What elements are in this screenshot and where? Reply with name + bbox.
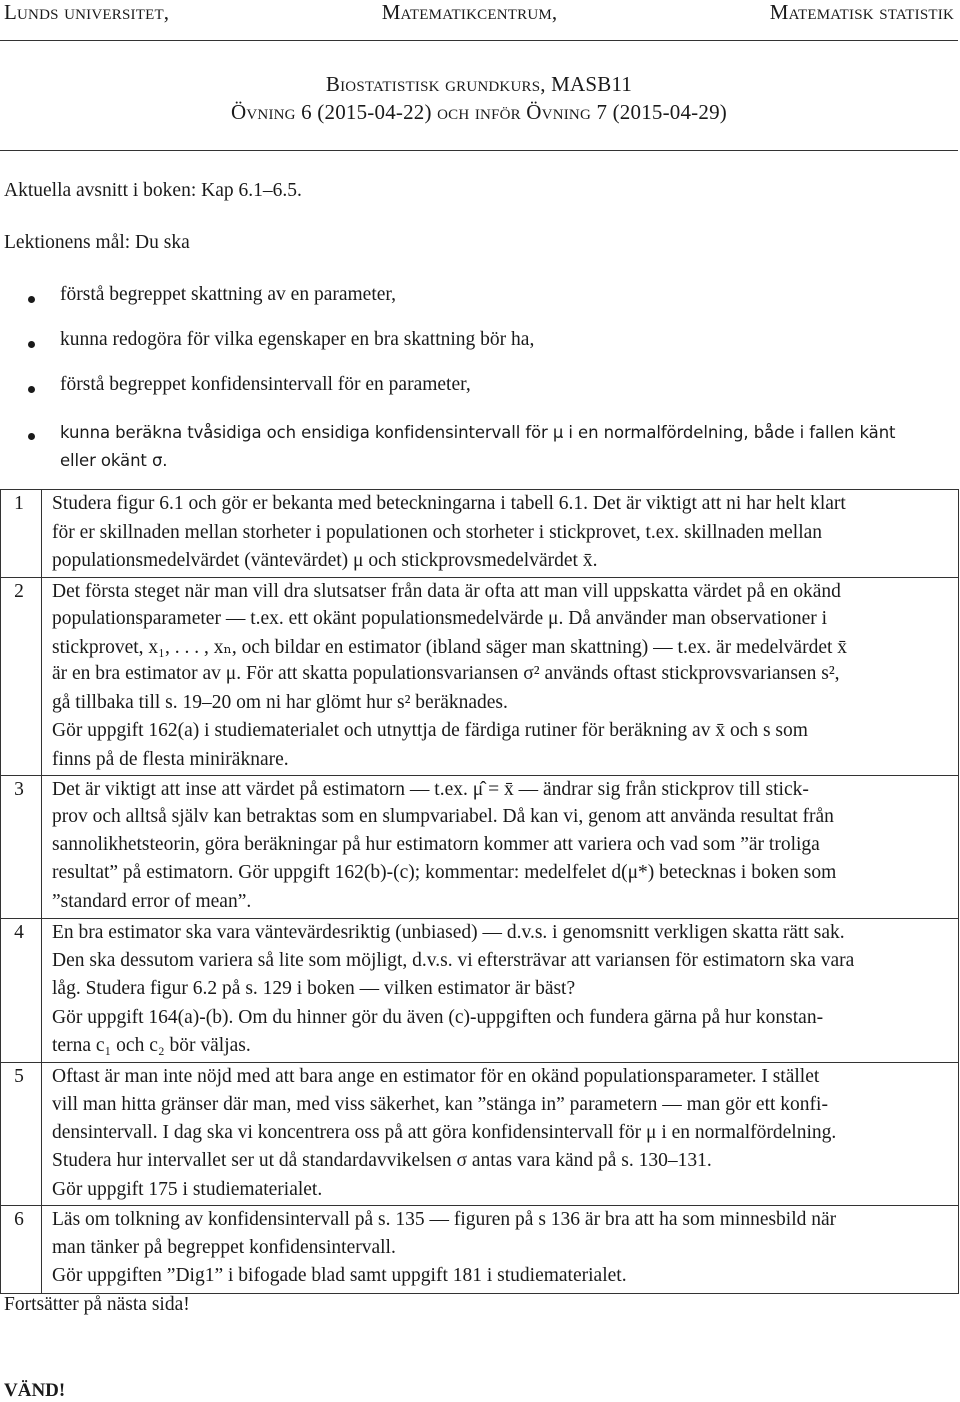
header-rule [0,40,958,41]
task-number: 4 [14,922,24,943]
division-name: Matematisk statistik [769,0,954,24]
task-line: Gör uppgift 175 i studiematerialet. [52,1179,323,1200]
task-line: Studera hur intervallet ser ut då standardavvikelsen σ antas vara känd på s. 130–131. [52,1150,712,1171]
table-row-border [0,1062,959,1063]
table-right-border [958,489,959,1294]
task-line: för er skillnaden mellan storheter i populationen och storheter i stickprovet, t.ex. skillnaden mellan [52,522,823,543]
task-line: Gör uppgift 162(a) i studiematerialet och utnyttja de färdiga rutiner för beräkning av x̄ och s som [52,720,808,741]
task-number: 1 [14,493,24,514]
task-line: densintervall. I dag ska vi koncentrera oss på att göra konfidensintervall för μ i en normalfördelning. [52,1122,837,1143]
task-number: 3 [14,779,24,800]
task-line: Studera figur 6.1 och gör er bekanta med beteckningarna i tabell 6.1. Det är viktigt att ni har helt klart [52,493,846,514]
task-number: 5 [14,1066,24,1087]
task-line: Det är viktigt att inse att värdet på estimatorn — t.ex. μ̂ = x̄ — ändrar sig från stickprov till stick- [52,779,809,800]
table-row-border [0,489,959,490]
task-line: Den ska dessutom variera så lite som möjligt, d.v.s. vi eftersträvar att variansen för estimatorn ska vara [52,950,855,971]
task-number: 6 [14,1209,24,1230]
task-line: Läs om tolkning av konfidensintervall på s. 135 — figuren på s 136 är bra att ha som minnesbild när [52,1209,837,1230]
task-line: Oftast är man inte nöjd med att bara ange en estimator för en okänd populationsparameter. I stället [52,1066,820,1087]
goal-item: förstå begreppet skattning av en parameter, [60,284,396,305]
task-line: populationsmedelvärdet (väntevärdet) μ och stickprovsmedelvärdet x̄. [52,550,598,571]
task-number: 2 [14,581,24,602]
task-line: En bra estimator ska vara väntevärdesriktig (unbiased) — d.v.s. i genomsnitt verkligen skatta rätt sak. [52,922,845,943]
task-line: Gör uppgiften ”Dig1” i bifogade blad samt uppgift 181 i studiematerialet. [52,1265,627,1286]
department-name: Matematikcentrum, [381,0,558,24]
goal-item-continued: eller okänt σ. [60,451,168,470]
goal-item: förstå begreppet konfidensintervall för en parameter, [60,374,471,395]
exercise-title: Övning 6 (2015-04-22) och inför Övning 7 (2015-04-29) [231,100,727,124]
task-line: sannolikhetsteorin, göra beräkningar på hur estimatorn kommer att variera och vad som ”är troliga [52,834,820,855]
task-line: är en bra estimator av μ. För att skatta populationsvariansen σ² används oftast stickprovsvariansen s², [52,663,840,684]
task-line: terna c₁ och c₂ bör väljas. [52,1035,251,1056]
task-line: Gör uppgift 164(a)-(b). Om du hinner gör du även (c)-uppgiften och fundera gärna på hur konstan- [52,1007,824,1028]
table-left-border [0,489,1,1294]
task-line: resultat” på estimatorn. Gör uppgift 162(b)-(c); kommentar: medelfelet d(μ*) betecknas i boken som [52,862,837,883]
task-line: populationsparameter — t.ex. ett okänt populationsmedelvärde μ. Då använder man observationer i [52,608,828,629]
task-line: vill man hitta gränser där man, med viss säkerhet, kan ”stänga in” parametern — man gör ett konfi- [52,1094,828,1115]
page-header [4,0,954,25]
table-row-border [0,918,959,919]
current-sections: Aktuella avsnitt i boken: Kap 6.1–6.5. [4,180,302,201]
bullet-icon [28,433,35,440]
table-row-border [0,577,959,578]
task-line: Det första steget när man vill dra slutsatser från data är ofta att man vill uppskatta värdet på en okänd [52,581,841,602]
task-line: låg. Studera figur 6.2 på s. 129 i boken — vilken estimator är bäst? [52,978,576,999]
course-title: Biostatistisk grundkurs, MASB11 [325,72,633,96]
continue-note: Fortsätter på nästa sida! [4,1294,190,1315]
bullet-icon [28,296,35,303]
title-rule [0,150,958,151]
goal-item: kunna redogöra för vilka egenskaper en bra skattning bör ha, [60,329,535,350]
task-line: gå tillbaka till s. 19–20 om ni har glömt hur s² beräknades. [52,692,508,713]
task-line: man tänker på begreppet konfidensintervall. [52,1237,396,1258]
table-row-border [0,775,959,776]
table-column-divider [41,489,42,1294]
turn-page-note: VÄND! [4,1380,66,1401]
task-line: stickprovet, x₁, . . . , xₙ, och bildar en estimator (ibland säger man skattning) — t.ex. är medelvärdet x̄ [52,637,848,658]
task-line: prov och alltså själv kan betraktas som en slumpvariabel. Då kan vi, genom att använda resultat från [52,806,834,827]
bullet-icon [28,341,35,348]
bullet-icon [28,386,35,393]
goal-item: kunna beräkna tvåsidiga och ensidiga konfidensintervall för μ i en normalfördelning, både i fallen känt [60,423,896,442]
goals-heading: Lektionens mål: Du ska [4,232,190,253]
table-row-border [0,1205,959,1206]
university-name: Lunds universitet, [4,0,170,24]
task-line: ”standard error of mean”. [52,891,252,912]
task-line: finns på de flesta miniräknare. [52,749,289,770]
